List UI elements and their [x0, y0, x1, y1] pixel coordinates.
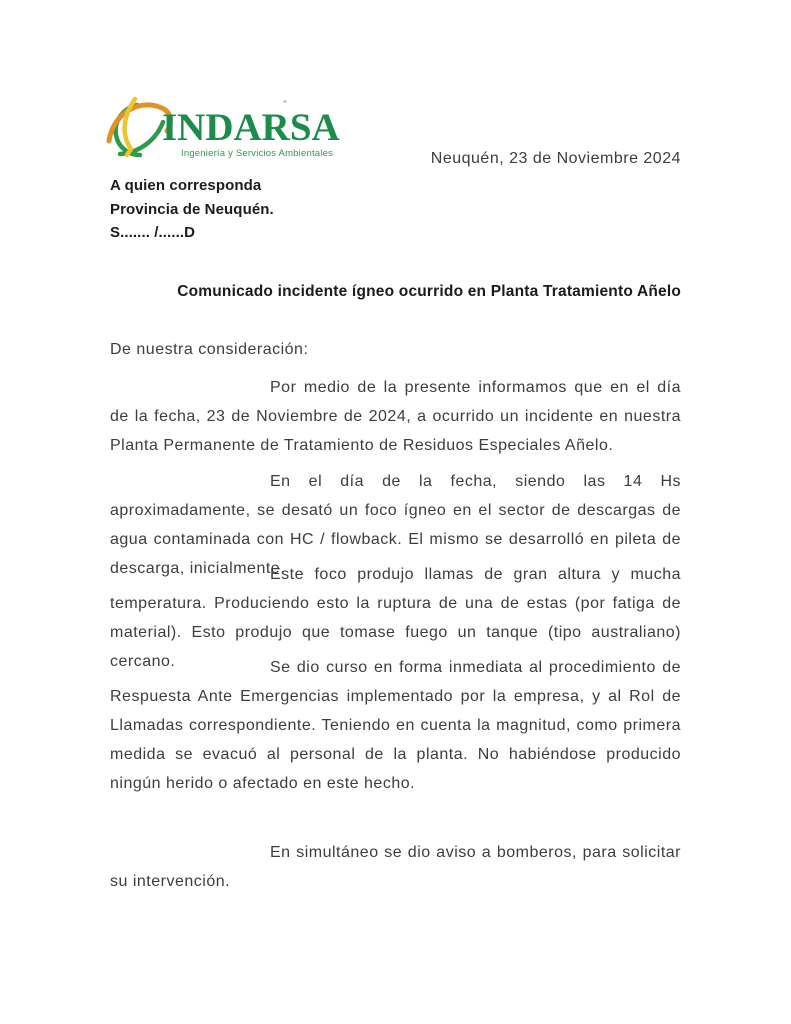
salutation: De nuestra consideración:: [110, 341, 309, 358]
body-paragraph-3: Este foco produjo llamas de gran altura y mucha temperatura. Produciendo esto la ruptura de una de estas (por fatiga de material). Esto produjo que tomase fuego un tanque (tipo australiano) cercano.: [110, 566, 681, 670]
body-paragraph-1: Por medio de la presente informamos que en el día de la fecha, 23 de Noviembre de 2024, a ocurrido un incidente en nuestra Planta Permanente de Tratamiento de Residuos Especiales Añelo.: [110, 379, 681, 454]
logo-wordmark: INDARSA: [162, 106, 340, 149]
recipient-line-1: A quien corresponda: [110, 177, 262, 194]
body-paragraph-5: En simultáneo se dio aviso a bomberos, para solicitar su intervención.: [110, 844, 681, 890]
indarsa-logo: [104, 92, 364, 170]
recipient-line-2: Provincia de Neuquén.: [110, 200, 274, 218]
logo-tagline: Ingeniería y Servicios Ambientales: [181, 148, 334, 159]
body-paragraph-4: Se dio curso en forma inmediata al procedimiento de Respuesta Ante Emergencias implementado por la empresa, y al Rol de Llamadas correspondiente. Teniendo en cuenta la magnitud, como primera medida se evacuó al personal de la planta. No habiéndose producido ningún herido o afectado en este hecho.: [110, 659, 681, 792]
body-paragraph-2: En el día de la fecha, siendo las 14 Hs aproximadamente, se desató un foco ígneo en el sector de descargas de agua contaminada con HC / flowback. El mismo se desarrolló en pileta de descarga, inicialmente.: [110, 473, 681, 577]
recipient-block: [110, 174, 274, 245]
recipient-line-3: S....... /......D: [110, 224, 196, 241]
scan-speck: [283, 100, 287, 103]
date-line: Neuquén, 23 de Noviembre 2024: [430, 150, 681, 167]
letter-title: Comunicado incidente ígneo ocurrido en Planta Tratamiento Añelo: [177, 283, 681, 300]
